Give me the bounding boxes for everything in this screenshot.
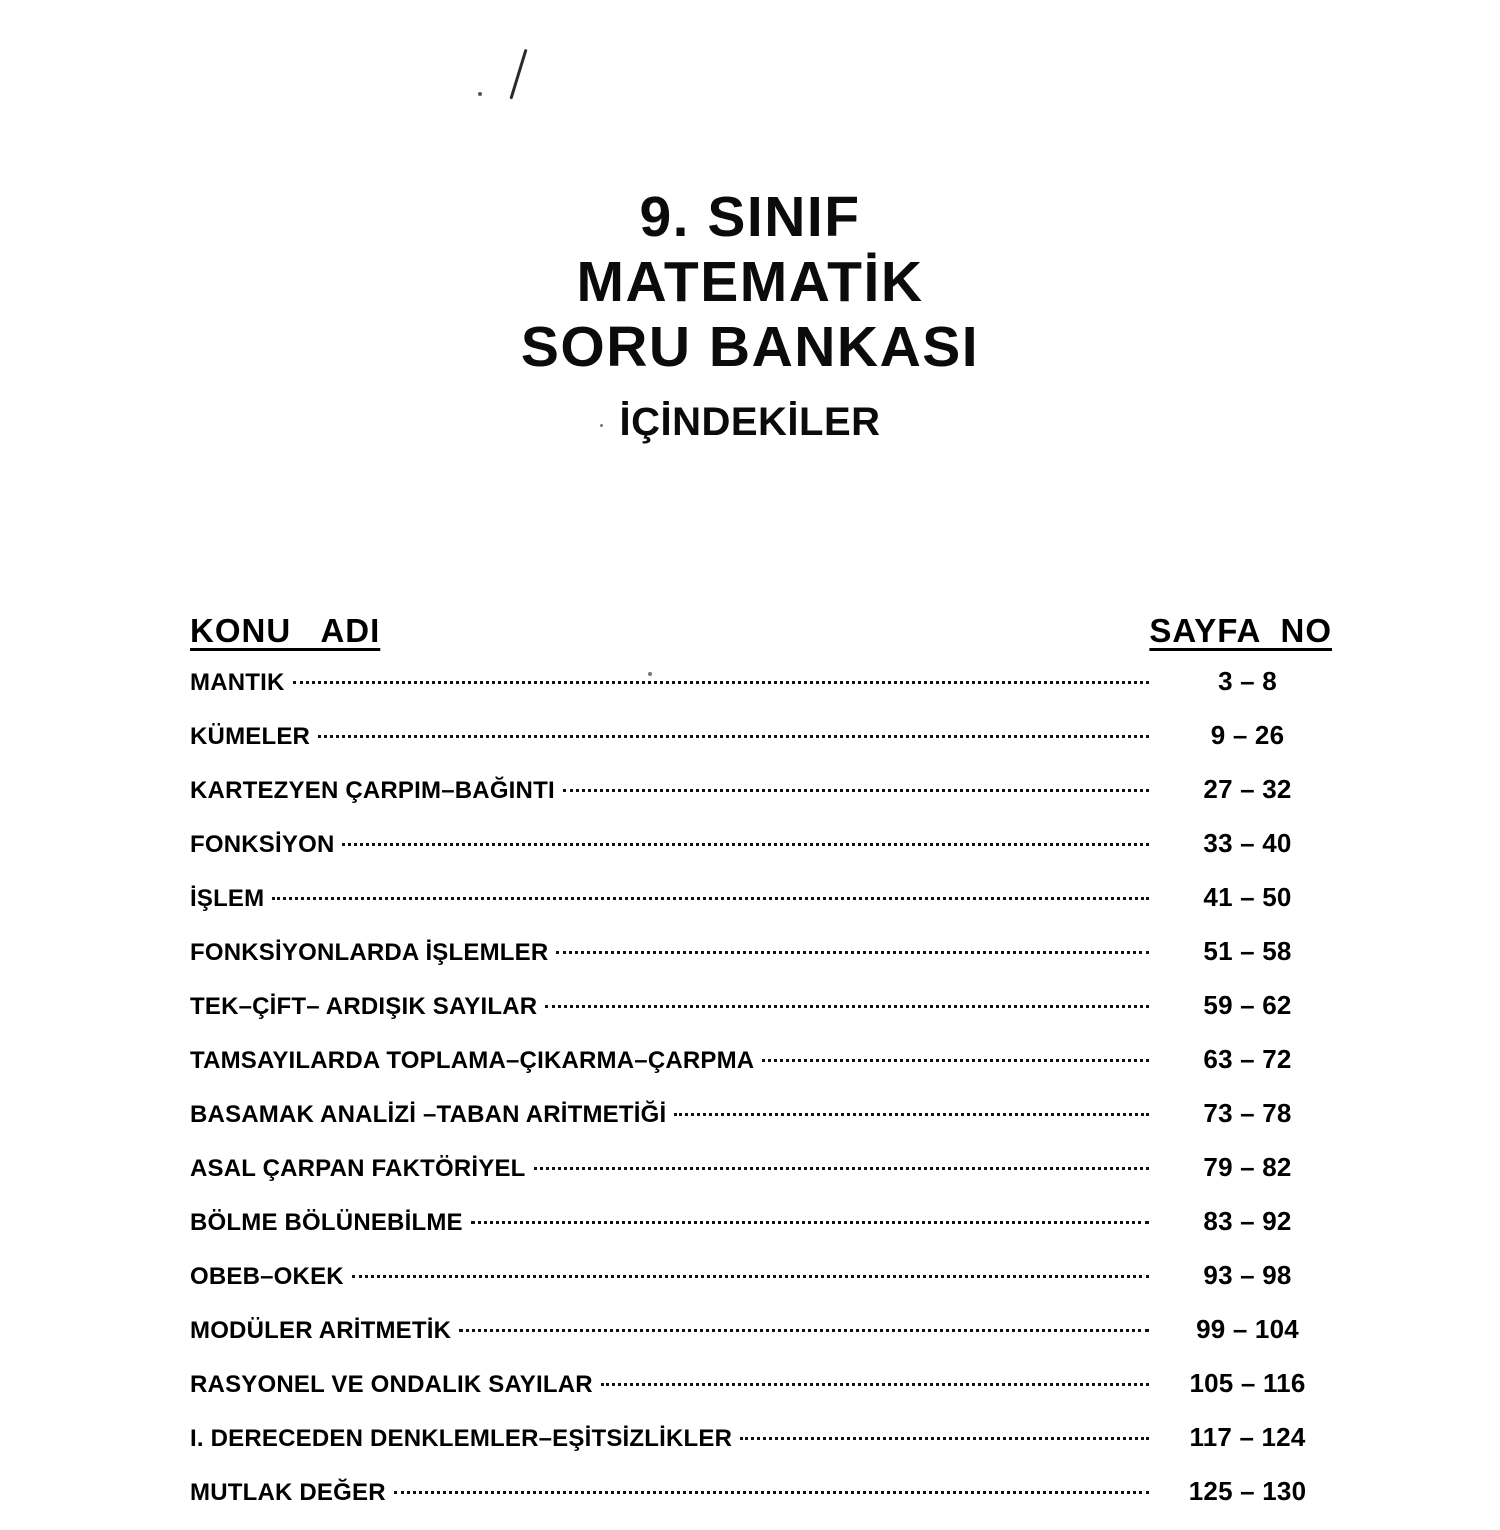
toc-leader-dots — [394, 1491, 1149, 1494]
toc-leader-dots — [318, 735, 1149, 738]
toc-entry — [190, 774, 1340, 828]
toc-entry — [190, 1098, 1340, 1152]
toc-entry-pages: 79 – 82 — [1203, 1152, 1292, 1182]
toc-entry — [190, 1260, 1340, 1314]
pen-stroke-mark — [500, 46, 536, 102]
toc-entry-pages: 51 – 58 — [1203, 936, 1292, 966]
toc-entry — [190, 666, 1340, 720]
toc-entry-pages: 117 – 124 — [1189, 1422, 1306, 1452]
toc-entry-pages: 73 – 78 — [1203, 1098, 1292, 1128]
toc-entry-pages: 27 – 32 — [1203, 774, 1292, 804]
toc-entry-label: MUTLAK DEĞER — [190, 1479, 386, 1506]
toc-entry-pages: 83 – 92 — [1203, 1206, 1292, 1236]
toc-leader-dots — [762, 1059, 1149, 1062]
toc-entry — [190, 1044, 1340, 1098]
toc-leader-dots — [601, 1383, 1149, 1386]
toc-entry-label: MANTIK — [190, 669, 285, 696]
toc-entry-label: BÖLME BÖLÜNEBİLME — [190, 1209, 463, 1236]
toc-leader-dots — [563, 789, 1149, 792]
toc-leader-dots — [352, 1275, 1149, 1278]
toc-entry — [190, 828, 1340, 882]
toc-entry — [190, 936, 1340, 990]
toc-entry — [190, 720, 1340, 774]
toc-entry — [190, 882, 1340, 936]
toc-leader-dots — [534, 1167, 1149, 1170]
toc-header-topic: KONU ADI — [190, 612, 381, 649]
toc-leader-dots — [471, 1221, 1149, 1224]
toc-leader-dots — [459, 1329, 1149, 1332]
toc-entry — [190, 1206, 1340, 1260]
toc-entry-label: I. DERECEDEN DENKLEMLER–EŞİTSİZLİKLER — [190, 1425, 733, 1452]
toc-entry — [190, 1476, 1340, 1530]
toc-entry-label: BASAMAK ANALİZİ –TABAN ARİTMETİĞİ — [190, 1101, 667, 1128]
contents-subtitle: İÇİNDEKİLER — [619, 400, 881, 444]
toc-entry-label: FONKSİYON — [190, 831, 335, 858]
toc-entry-pages: 41 – 50 — [1203, 882, 1292, 912]
toc-entry-pages: 33 – 40 — [1203, 828, 1292, 858]
toc-leader-dots — [556, 951, 1149, 954]
toc-entry-label: ASAL ÇARPAN FAKTÖRİYEL — [190, 1155, 526, 1182]
toc-entry — [190, 990, 1340, 1044]
toc-entry — [190, 1152, 1340, 1206]
toc-entry-pages: 99 – 104 — [1196, 1314, 1299, 1344]
title-line-3: SORU BANKASI — [520, 315, 980, 379]
toc-entry-label: KARTEZYEN ÇARPIM–BAĞINTI — [190, 777, 555, 804]
book-title-block — [0, 185, 1500, 445]
toc-entry-pages: 93 – 98 — [1203, 1260, 1292, 1290]
toc-entry-label: KÜMELER — [190, 723, 311, 750]
toc-entry-label: TAMSAYILARDA TOPLAMA–ÇIKARMA–ÇARPMA — [190, 1047, 755, 1074]
toc-entry-label: İŞLEM — [190, 885, 265, 912]
toc-entry-pages: 9 – 26 — [1210, 720, 1285, 750]
toc-entry-pages: 59 – 62 — [1203, 990, 1292, 1020]
toc-entry — [190, 1314, 1340, 1368]
toc-entry-label: OBEB–OKEK — [190, 1263, 344, 1290]
ink-speck — [478, 92, 482, 96]
toc-leader-dots — [342, 843, 1149, 846]
toc-entry-pages: 125 – 130 — [1188, 1476, 1307, 1506]
toc-header-page: SAYFA NO — [1149, 612, 1332, 649]
toc-entry-pages: 63 – 72 — [1203, 1044, 1292, 1074]
toc-entry-pages: 3 – 8 — [1218, 666, 1277, 696]
toc-entry — [190, 1368, 1340, 1422]
toc-leader-dots — [545, 1005, 1149, 1008]
toc-leader-dots — [293, 681, 1149, 684]
toc-entry-label: RASYONEL VE ONDALIK SAYILAR — [190, 1371, 593, 1398]
toc-leader-dots — [674, 1113, 1149, 1116]
title-line-2: MATEMATİK — [576, 250, 924, 314]
toc-header-row — [190, 612, 1340, 650]
table-of-contents — [190, 612, 1340, 1530]
title-line-1: 9. SINIF — [639, 185, 861, 249]
toc-entry — [190, 1422, 1340, 1476]
toc-leader-dots — [272, 897, 1149, 900]
toc-entry-pages: 105 – 116 — [1189, 1368, 1306, 1398]
toc-entry-label: MODÜLER ARİTMETİK — [190, 1317, 452, 1344]
toc-leader-dots — [740, 1437, 1149, 1440]
toc-entry-label: FONKSİYONLARDA İŞLEMLER — [190, 939, 549, 966]
toc-entry-label: TEK–ÇİFT– ARDIŞIK SAYILAR — [190, 993, 538, 1020]
